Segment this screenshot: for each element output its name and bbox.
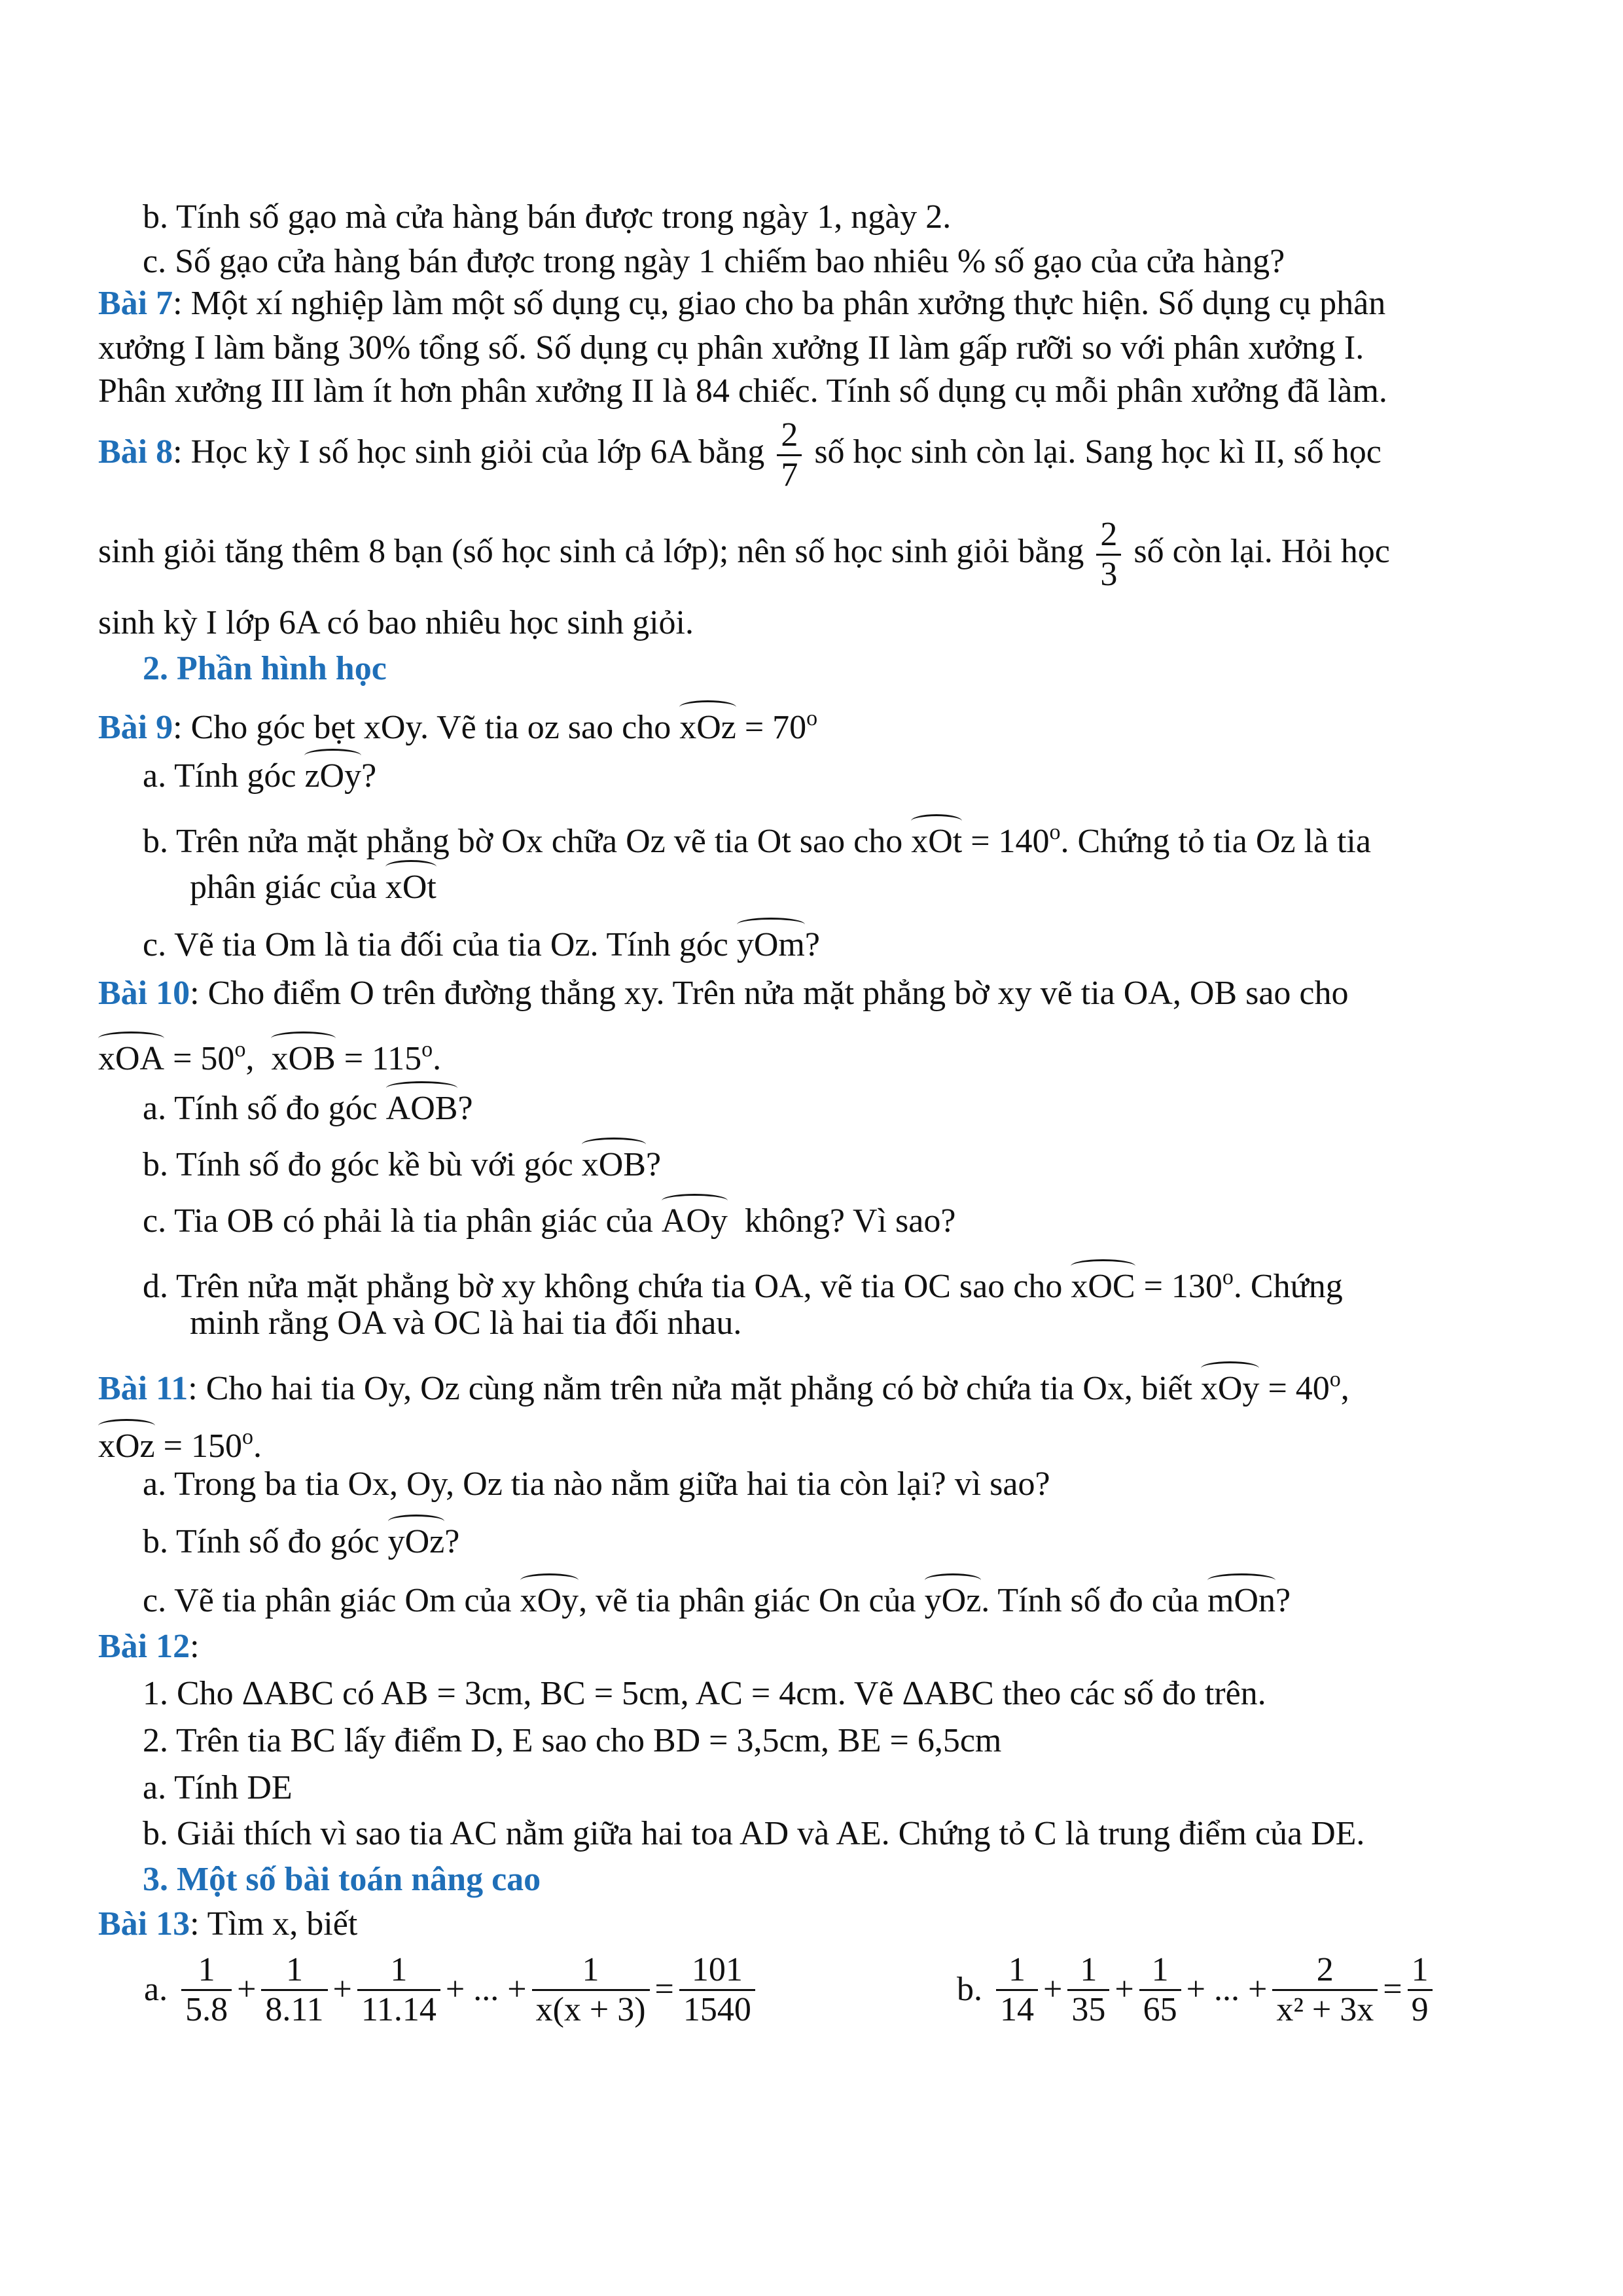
equation-b: b. $\frac{1}{14}$ + $\frac{1}{35}$ + $\frac{1}{65}$ + ... + $\frac{2}{\text{x² + 3x}}$ = $\frac{1}{9}$ [955, 1941, 1436, 2036]
problem-12-label: Bài 12 [98, 1628, 190, 1665]
problem-7-line1: Bài 7: Một xí nghiệp làm một số dụng cụ, giao cho ba phân xưởng thực hiện. Số dụng cụ phân [98, 285, 1386, 322]
problem-7-line3: Phân xưởng III làm ít hơn phân xưởng II là 84 chiếc. Tính số dụng cụ mỗi phân xưởng đã làm. [98, 372, 1387, 410]
equation-a: a. $\frac{1}{5.8}$ + $\frac{1}{8.11}$ + $\frac{1}{11.14}$ + ... + $\frac{1}{x(x + 3)}$ = $\frac{101}{1540}$ [143, 1941, 759, 2036]
eq-a-frac-2: $\frac{1}{8.11}$ [261, 1951, 327, 2029]
angle-AOB: AOB [386, 1085, 458, 1130]
angle-yOz: yOz [388, 1518, 445, 1563]
problem-10d-cont: minh rằng OA và OC là hai tia đối nhau. [190, 1304, 742, 1342]
problem-9-label: Bài 9 [98, 709, 173, 746]
angle-xOB: xOB [271, 1035, 335, 1080]
problem-11a: a. Trong ba tia Ox, Oy, Oz tia nào nằm giữa hai tia còn lại? vì sao? [143, 1465, 1050, 1503]
problem-9b: b. Trên nửa mặt phẳng bờ Ox chữa Oz vẽ tia Ot sao cho xOt = $140^o$. Chứng tỏ tia Oz là tia [143, 812, 1371, 863]
problem-10a: a. Tính số đo góc AOB? [143, 1085, 473, 1130]
problem-10d: d. Trên nửa mặt phẳng bờ xy không chứa tia OA, vẽ tia OC sao cho xOC = $130^o$. Chứng [143, 1257, 1343, 1308]
section-geometry: 2. Phần hình học [143, 650, 387, 687]
problem-8-line2: sinh giỏi tăng thêm 8 bạn (số học sinh cả lớp); nên số học sinh giỏi bằng $\frac{2}{3}$ số còn lại. Hỏi học [98, 515, 1390, 593]
angle-yOz-2: yOz [925, 1577, 982, 1622]
problem-7-label: Bài 7 [98, 285, 173, 322]
line-6b: b. Tính số gạo mà cửa hàng bán được trong ngày 1, ngày 2. [143, 198, 952, 236]
problem-10b: b. Tính số đo góc kề bù với góc xOB? [143, 1141, 661, 1186]
problem-9c: c. Vẽ tia Om là tia đối của tia Oz. Tính góc yOm? [143, 922, 820, 966]
problem-12-line1: Bài 12: [98, 1628, 200, 1665]
eq-a-rhs: $\frac{101}{1540}$ [679, 1951, 755, 2029]
problem-8-label: Bài 8 [98, 433, 173, 471]
angle-xOt-2: xOt [385, 864, 437, 908]
angle-xOz: xOz [679, 704, 736, 749]
problem-10-label: Bài 10 [98, 975, 190, 1012]
eq-b-frac-1: $\frac{1}{14}$ [996, 1951, 1038, 2029]
problem-13-label: Bài 13 [98, 1905, 190, 1943]
angle-xOC: xOC [1071, 1263, 1135, 1308]
line-6c: c. Số gạo cửa hàng bán được trong ngày 1 chiếm bao nhiêu % số gạo của cửa hàng? [143, 243, 1285, 280]
eq-a-frac-1: $\frac{1}{5.8}$ [181, 1951, 232, 2029]
angle-mOn: mOn [1207, 1577, 1275, 1622]
problem-10-line1: Bài 10: Cho điểm O trên đường thẳng xy. Trên nửa mặt phẳng bờ xy vẽ tia OA, OB sao cho [98, 975, 1349, 1012]
angle-xOA: xOA [98, 1035, 164, 1080]
eq-a-frac-last: $\frac{1}{x(x + 3)}$ [532, 1951, 650, 2029]
eq-b-frac-last: $\frac{2}{\text{x² + 3x}}$ [1272, 1951, 1378, 2029]
problem-12-1: 1. Cho ΔABC có AB = 3cm, BC = 5cm, AC = 4cm. Vẽ ΔABC theo các số đo trên. [143, 1675, 1266, 1712]
problem-7-line2: xưởng I làm bằng 30% tổng số. Số dụng cụ phân xưởng II làm gấp rưỡi so với phân xưởng I. [98, 329, 1364, 367]
problem-10c: c. Tia OB có phải là tia phân giác của AOy không? Vì sao? [143, 1198, 955, 1242]
angle-xOy: xOy [1201, 1365, 1260, 1410]
problem-11-line1: Bài 11: Cho hai tia Oy, Oz cùng nằm trên nửa mặt phẳng có bờ chứa tia Ox, biết xOy = $40^o$, [98, 1359, 1349, 1410]
angle-xOz-2: xOz [98, 1423, 155, 1467]
section-advanced: 3. Một số bài toán nâng cao [143, 1861, 541, 1898]
eq-b-frac-2: $\frac{1}{35}$ [1067, 1951, 1109, 2029]
problem-9-line1: Bài 9: Cho góc bẹt xOy. Vẽ tia oz sao cho xOz = $70^o$ [98, 698, 817, 749]
eq-b-rhs: $\frac{1}{9}$ [1408, 1951, 1433, 2029]
eq-b-frac-3: $\frac{1}{65}$ [1139, 1951, 1181, 2029]
problem-12b: b. Giải thích vì sao tia AC nằm giữa hai toa AD và AE. Chứng tỏ C là trung điểm của DE. [143, 1815, 1365, 1852]
angle-zOy: zOy [304, 753, 361, 797]
fraction-2-7: $\frac{2}{7}$ [777, 416, 802, 494]
angle-yOm: yOm [737, 922, 805, 966]
problem-13-line1: Bài 13: Tìm x, biết [98, 1905, 358, 1943]
fraction-2-3: $\frac{2}{3}$ [1096, 516, 1121, 594]
problem-12a: a. Tính DE [143, 1769, 293, 1806]
angle-xOB-2: xOB [582, 1141, 646, 1186]
problem-11-line2: xOz = $150^o$. [98, 1416, 262, 1467]
problem-10-line2: xOA = $50^o$, xOB = $115^o$. [98, 1029, 441, 1080]
problem-9b-cont: phân giác của xOt [190, 864, 437, 908]
angle-xOy-2: xOy [520, 1577, 579, 1622]
problem-9a: a. Tính góc zOy? [143, 753, 376, 797]
angle-AOy: AOy [662, 1198, 728, 1242]
problem-12-2: 2. Trên tia BC lấy điểm D, E sao cho BD = 3,5cm, BE = 6,5cm [143, 1722, 1002, 1759]
problem-11-label: Bài 11 [98, 1370, 188, 1407]
problem-8-line1: Bài 8: Học kỳ I số học sinh giỏi của lớp 6A bằng $\frac{2}{7}$ số học sinh còn lại. Sang học kì II, số học [98, 416, 1382, 493]
problem-11c: c. Vẽ tia phân giác Om của xOy, vẽ tia phân giác On của yOz. Tính số đo của mOn? [143, 1577, 1291, 1622]
eq-a-frac-3: $\frac{1}{11.14}$ [357, 1951, 440, 2029]
problem-8-line3: sinh kỳ I lớp 6A có bao nhiêu học sinh giỏi. [98, 604, 694, 641]
angle-xOt: xOt [911, 818, 962, 863]
problem-11b: b. Tính số đo góc yOz? [143, 1518, 459, 1563]
